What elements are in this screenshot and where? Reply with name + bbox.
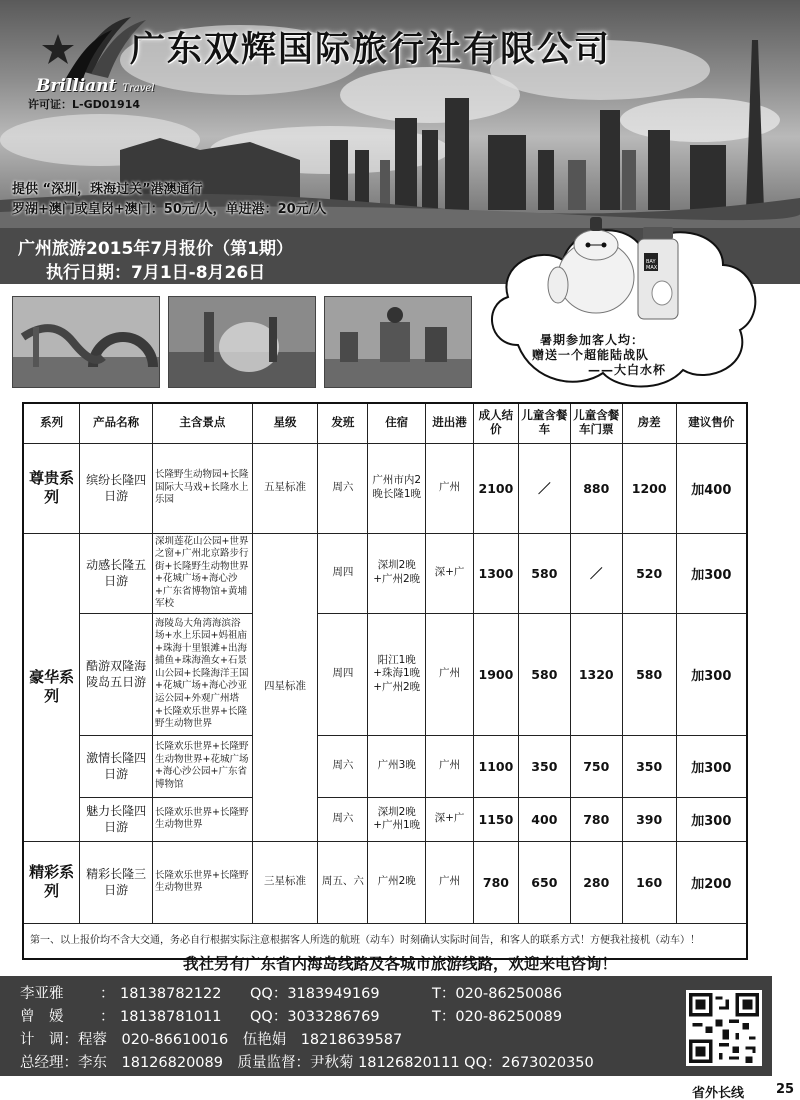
report-title: 广州旅游2015年7月报价（第1期） xyxy=(18,239,293,259)
suggested-price: 加300 xyxy=(676,533,747,613)
contact-mobile[interactable]: 18138782122 xyxy=(120,986,222,1002)
series-label: 豪华系列 xyxy=(23,533,80,841)
table-row xyxy=(23,443,747,533)
water-park-photo xyxy=(168,296,316,388)
port: 深+广 xyxy=(426,533,474,613)
child-ticket-price: 750 xyxy=(570,735,622,797)
accommodation: 深圳2晚+广州1晚 xyxy=(368,797,426,841)
departure-day: 周五、六 xyxy=(318,841,368,923)
consult-message: 我社另有广东省内海岛线路及各城市旅游线路，欢迎来电咨询！ xyxy=(182,955,617,973)
table-row xyxy=(23,533,747,613)
col-header: 儿童含餐车 xyxy=(518,403,570,443)
license-number: 许可证：L-GD01914 xyxy=(28,98,141,111)
port: 深+广 xyxy=(426,797,474,841)
child-price: 580 xyxy=(518,613,570,735)
col-header: 成人结价 xyxy=(473,403,518,443)
col-header: 发班 xyxy=(318,403,368,443)
room-diff: 1200 xyxy=(622,443,676,533)
qr-code-icon xyxy=(689,993,759,1063)
contact-name: 李亚雅 xyxy=(20,986,64,1002)
series-label: 尊贵系列 xyxy=(23,443,80,533)
attractions: 深圳莲花山公园+世界之窗+广州北京路步行街+长隆野生动物世界+花城广场+海心沙+广东省博物馆+黄埔军校 xyxy=(153,533,253,613)
child-ticket-price: 880 xyxy=(570,443,622,533)
room-diff: 350 xyxy=(622,735,676,797)
promo-line-1: 提供 “深圳，珠海过关”港澳通行 xyxy=(12,182,203,197)
accommodation: 阳江1晚+珠海1晚+广州2晚 xyxy=(368,613,426,735)
qr-code[interactable] xyxy=(686,990,762,1066)
svg-text:MAX: MAX xyxy=(646,265,658,271)
company-name: 广东双辉国际旅行社有限公司 xyxy=(130,29,612,70)
contact-qq: QQ：3033286769 xyxy=(250,1009,380,1025)
suggested-price: 加300 xyxy=(676,797,747,841)
room-diff: 160 xyxy=(622,841,676,923)
departure-day: 周四 xyxy=(318,533,368,613)
child-price: 400 xyxy=(518,797,570,841)
water-slide-photo xyxy=(12,296,160,388)
port: 广州 xyxy=(426,613,474,735)
accommodation: 广州2晚 xyxy=(368,841,426,923)
col-header: 住宿 xyxy=(368,403,426,443)
footer-section-name: 省外长线 xyxy=(692,1086,745,1100)
contact-tel[interactable]: T：020-86250086 xyxy=(432,986,563,1002)
contact-row-2: 曾 媛 ： 18138781011 QQ：3033286769 T：020-86250089 xyxy=(20,1005,562,1026)
attractions: 长隆欢乐世界+长隆野生动物世界 xyxy=(153,841,253,923)
adult-price: 1100 xyxy=(473,735,518,797)
contact-name: 曾 媛 xyxy=(20,1009,64,1025)
product-name: 缤纷长隆四日游 xyxy=(80,443,153,533)
col-header: 产品名称 xyxy=(80,403,153,443)
accommodation: 广州市内2晚长隆1晚 xyxy=(368,443,426,533)
gift-line-1: 暑期参加客人均： xyxy=(540,333,645,347)
attractions: 长隆欢乐世界+长隆野生动物世界 xyxy=(153,797,253,841)
accommodation: 深圳2晚+广州2晚 xyxy=(368,533,426,613)
contact-row-3: 计 调：程蓉 020-86610016 伍艳娟 18218639587 xyxy=(20,1032,403,1048)
product-name: 精彩长隆三日游 xyxy=(80,841,153,923)
col-header: 星级 xyxy=(252,403,318,443)
col-header: 房差 xyxy=(622,403,676,443)
product-name: 动感长隆五日游 xyxy=(80,533,153,613)
svg-text:BAY: BAY xyxy=(646,259,656,265)
contact-qq: QQ：3183949169 xyxy=(250,986,380,1002)
star-level: 四星标准 xyxy=(252,533,318,841)
contact-mobile[interactable]: 18138781011 xyxy=(120,1009,222,1025)
departure-day: 周六 xyxy=(318,443,368,533)
suggested-price: 加200 xyxy=(676,841,747,923)
water-bottle xyxy=(638,227,678,319)
table-row xyxy=(23,797,747,841)
port: 广州 xyxy=(426,841,474,923)
port: 广州 xyxy=(426,443,474,533)
series-label: 精彩系列 xyxy=(23,841,80,923)
col-header: 系列 xyxy=(23,403,80,443)
contact-row-1: 李亚雅 ： 18138782122 QQ：3183949169 T：020-86250086 xyxy=(20,982,562,1003)
suggested-price: 加300 xyxy=(676,735,747,797)
room-diff: 390 xyxy=(622,797,676,841)
departure-day: 周六 xyxy=(318,797,368,841)
adult-price: 780 xyxy=(473,841,518,923)
product-name: 激情长隆四日游 xyxy=(80,735,153,797)
departure-day: 周四 xyxy=(318,613,368,735)
child-ticket-price: 280 xyxy=(570,841,622,923)
page-number: 25 xyxy=(776,1082,795,1097)
gift-line-3: ——大白水杯 xyxy=(588,363,667,377)
port: 广州 xyxy=(426,735,474,797)
col-header: 主含景点 xyxy=(153,403,253,443)
child-ticket-price: 1320 xyxy=(570,613,622,735)
col-header: 儿童含餐车门票 xyxy=(570,403,622,443)
col-header: 建议售价 xyxy=(676,403,747,443)
table-row xyxy=(23,613,747,735)
table-row xyxy=(23,735,747,797)
attractions: 长隆野生动物园+长隆国际大马戏+长隆水上乐园 xyxy=(153,443,253,533)
adult-price: 2100 xyxy=(473,443,518,533)
product-name: 魅力长隆四日游 xyxy=(80,797,153,841)
attractions: 长隆欢乐世界+长隆野生动物世界+花城广场+海心沙公园+广东省博物馆 xyxy=(153,735,253,797)
suggested-price: 加300 xyxy=(676,613,747,735)
tour-price-table xyxy=(22,402,748,960)
logo-text: Brilliant Travel xyxy=(36,76,155,96)
attractions: 海陵岛大角湾海滨浴场+水上乐园+妈祖庙+珠海十里银滩+出海捕鱼+珠海渔女+石景山公园+长隆海洋王国+花城广场+海心沙亚运公园+外观广州塔+长隆欢乐世界+长隆野生动物世界 xyxy=(153,613,253,735)
departure-day: 周六 xyxy=(318,735,368,797)
child-ticket-price: 780 xyxy=(570,797,622,841)
table-row xyxy=(23,841,747,923)
contact-row-4: 总经理：李东 18126820089 质量监督：尹秋菊 18126820111 QQ：2673020350 xyxy=(20,1055,594,1071)
star-level: 五星标准 xyxy=(252,443,318,533)
child-price: 350 xyxy=(518,735,570,797)
execution-date: 执行日期：7月1日-8月26日 xyxy=(46,263,266,283)
contact-tel[interactable]: T：020-86250089 xyxy=(432,1009,563,1025)
gift-line-2: 赠送一个超能陆战队 xyxy=(532,348,650,362)
suggested-price: 加400 xyxy=(676,443,747,533)
accommodation: 广州3晚 xyxy=(368,735,426,797)
adult-price: 1900 xyxy=(473,613,518,735)
adult-price: 1150 xyxy=(473,797,518,841)
star-level: 三星标准 xyxy=(252,841,318,923)
col-header: 进出港 xyxy=(426,403,474,443)
room-diff: 520 xyxy=(622,533,676,613)
table-header-row xyxy=(23,403,747,443)
theme-park-photo xyxy=(324,296,472,388)
child-price: ／ xyxy=(518,443,570,533)
table-note: 第一、以上报价均不含大交通，务必自行根据实际注意根据客人所选的航班（动车）时刻确认实际时间告，和客人的联系方式！方便我社接机（动车）！ xyxy=(23,923,747,959)
child-ticket-price: ／ xyxy=(570,533,622,613)
room-diff: 580 xyxy=(622,613,676,735)
adult-price: 1300 xyxy=(473,533,518,613)
child-price: 650 xyxy=(518,841,570,923)
child-price: 580 xyxy=(518,533,570,613)
promo-line-2: 罗湖+澳门或皇岗+澳门：50元/人，单进港：20元/人 xyxy=(12,202,327,217)
product-name: 酷游双隆海陵岛五日游 xyxy=(80,613,153,735)
